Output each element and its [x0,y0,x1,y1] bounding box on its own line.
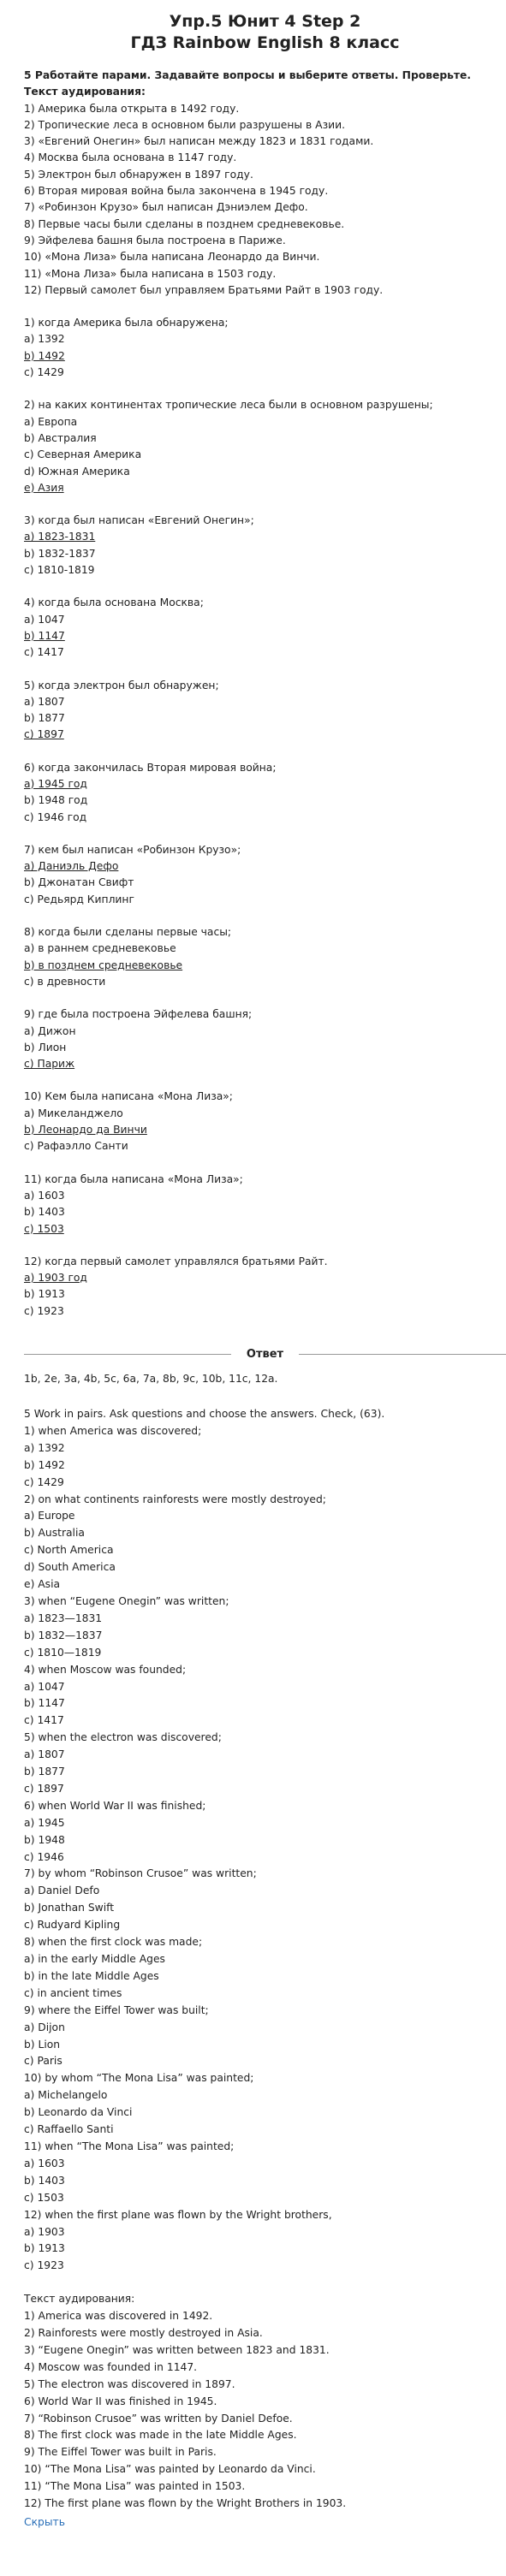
option-line: c) 1417 [24,646,64,659]
option-line-correct: a) 1945 год [24,777,87,790]
question-line: 12) когда первый самолет управлялся братьями Райт. [24,1255,328,1267]
option-line: a) 1047 [24,613,65,626]
question-line: 2) на каких континентах тропические леса были в основном разрушены; [24,399,433,412]
option-line: d) Южная Америка [24,465,130,478]
option-line: b) 1832-1837 [24,547,96,560]
english-line: c) in ancient times [24,1986,122,1999]
title-line-1: Упр.5 Юнит 4 Step 2 [169,12,361,31]
english-audio-label: Текст аудирования: [24,2293,135,2306]
english-line: a) 1392 [24,1441,65,1454]
statement-line: 11) «Мона Лиза» была написана в 1503 году. [24,267,277,280]
english-line: a) 1823—1831 [24,1611,103,1624]
divider [24,1354,231,1355]
english-line: c) 1810—1819 [24,1646,102,1659]
option-line-correct: c) 1503 [24,1222,64,1235]
questions-list [24,299,506,1336]
english-line: 7) by whom “Robinson Crusoe” was written; [24,1867,257,1880]
option-line: b) Лион [24,1041,67,1054]
question-line: 8) когда были сделаны первые часы; [24,926,232,939]
english-audio-line: 6) World War II was finished in 1945. [24,2395,217,2407]
page-title [24,0,506,54]
english-audio-line: 1) America was discovered in 1492. [24,2310,213,2323]
english-line: b) 1403 [24,2174,65,2187]
english-line: a) Michelangelo [24,2089,108,2102]
option-line: c) Рафаэлло Санти [24,1140,128,1153]
statement-line: 5) Электрон был обнаружен в 1897 году. [24,168,253,181]
option-line: a) 1392 [24,333,65,346]
english-line: 2) on what continents rainforests were mostly destroyed; [24,1493,326,1505]
option-line: c) 1923 [24,1304,64,1317]
option-line: c) 1429 [24,366,64,379]
english-line: b) 1492 [24,1458,65,1471]
english-line: 12) when the first plane was flown by the Wright brothers, [24,2208,332,2221]
english-audio-line: 12) The first plane was flown by the Wright Brothers in 1903. [24,2497,347,2510]
english-line: a) 1807 [24,1748,65,1761]
audio-label: Текст аудирования: [24,86,146,98]
english-audio-line: 10) “The Mona Lisa” was painted by Leonardo da Vinci. [24,2463,316,2476]
english-block [24,1406,506,2513]
english-line: b) 1832—1837 [24,1629,103,1641]
english-line: a) Dijon [24,2021,65,2033]
option-line-correct: b) 1492 [24,349,65,362]
question-line: 11) когда была написана «Мона Лиза»; [24,1172,243,1185]
option-line: a) Микеланджело [24,1107,123,1119]
english-line: 1) when America was discovered; [24,1424,202,1437]
english-line: b) 1877 [24,1766,65,1778]
option-line-correct: b) 1147 [24,629,65,642]
option-line-correct: e) Азия [24,481,64,494]
statement-line: 2) Тропические леса в основном были разрушены в Азии. [24,118,346,131]
question-line: 9) где была построена Эйфелева башня; [24,1008,253,1021]
english-line: 8) when the first clock was made; [24,1936,203,1949]
english-audio-line: 8) The first clock was made in the late Middle Ages. [24,2429,297,2442]
english-line: b) 1913 [24,2242,65,2255]
english-line: a) 1047 [24,1680,65,1693]
english-line: b) Lion [24,2038,61,2051]
english-line: e) Asia [24,1578,61,1591]
question-line: 10) Кем была написана «Мона Лиза»; [24,1090,233,1103]
divider [299,1354,506,1355]
english-line: a) 1903 [24,2225,65,2238]
option-line-correct: a) Даниэль Дефо [24,860,119,873]
statement-line: 1) Америка была открыта в 1492 году. [24,102,240,115]
statement-line: 12) Первый самолет был управляем Братьями Райт в 1903 году. [24,283,384,296]
option-line: c) в древности [24,975,106,988]
english-audio-line: 5) The electron was discovered in 1897. [24,2377,235,2390]
statement-line: 4) Москва была основана в 1147 году. [24,151,237,164]
english-line: b) Jonathan Swift [24,1902,115,1914]
question-line: 4) когда была основана Москва; [24,597,204,609]
english-line: a) Europe [24,1510,75,1522]
option-line: c) Северная Америка [24,448,142,461]
english-audio-line: 11) “The Mona Lisa” was painted in 1503. [24,2480,246,2493]
english-audio-line: 7) “Robinson Crusoe” was written by Daniel Defoe. [24,2412,293,2425]
english-line: a) in the early Middle Ages [24,1953,165,1965]
english-line: b) in the late Middle Ages [24,1969,159,1982]
english-lines [24,1406,506,2275]
hide-link[interactable]: Скрыть [24,2516,65,2528]
statement-line: 8) Первые часы были сделаны в позднем средневековье. [24,217,345,230]
option-line: a) 1603 [24,1189,65,1202]
english-audio-line: 2) Rainforests were mostly destroyed in Asia. [24,2327,263,2340]
statement-line: 3) «Евгений Онегин» был написан между 1823 и 1831 годами. [24,135,374,148]
english-line: c) 1417 [24,1714,64,1727]
option-line: c) 1946 год [24,810,87,823]
task-instruction: 5 Работайте парами. Задавайте вопросы и выберите ответы. Проверьте. [24,69,472,81]
english-line: 3) when “Eugene Onegin” was written; [24,1594,229,1607]
option-line-correct: a) 1823-1831 [24,531,96,543]
english-line: c) 1897 [24,1782,64,1795]
question-line: 7) кем был написан «Робинзон Крузо»; [24,843,241,856]
option-line: a) Дижон [24,1024,76,1037]
english-audio-line: 4) Moscow was founded in 1147. [24,2360,198,2373]
english-line: a) 1603 [24,2157,65,2169]
english-line: a) Daniel Defo [24,1885,100,1897]
option-line: a) в раннем средневековье [24,942,176,955]
english-line: 5) when the electron was discovered; [24,1731,222,1744]
english-line: b) Leonardo da Vinci [24,2106,133,2119]
option-line: b) 1948 год [24,794,88,807]
english-audio-line: 9) The Eiffel Tower was built in Paris. [24,2446,217,2459]
english-line: b) 1948 [24,1833,65,1846]
english-line: c) Rudyard Kipling [24,1919,121,1932]
question-line: 5) когда электрон был обнаружен; [24,679,219,691]
option-line: a) Европа [24,415,78,428]
statement-line: 10) «Мона Лиза» была написана Леонардо да Винчи. [24,251,320,264]
english-line: c) 1946 [24,1850,64,1863]
english-line: 11) when “The Mona Lisa” was painted; [24,2140,235,2152]
question-line: 3) когда был написан «Евгений Онегин»; [24,514,254,527]
option-line: b) Джонатан Свифт [24,876,134,889]
english-line: 4) when Moscow was founded; [24,1663,187,1676]
statements-list [24,101,506,300]
option-line-correct: b) Леонардо да Винчи [24,1124,147,1137]
english-line: d) South America [24,1561,116,1574]
english-line: c) 1429 [24,1475,64,1488]
answer-key: 1b, 2e, 3a, 4b, 5c, 6a, 7a, 8b, 9c, 10b, 11c, 12a. [24,1373,278,1385]
statement-line: 9) Эйфелева башня была построена в Париже. [24,234,286,246]
english-line: b) Australia [24,1527,85,1540]
option-line: c) Редьярд Киплинг [24,893,134,905]
statement-line: 7) «Робинзон Крузо» был написан Дэниэлем Дефо. [24,201,308,214]
option-line: b) 1913 [24,1288,65,1301]
question-line: 1) когда Америка была обнаружена; [24,317,229,329]
english-line: 10) by whom “The Mona Lisa” was painted; [24,2072,254,2085]
english-line: c) 1923 [24,2259,64,2272]
option-line: b) 1403 [24,1206,65,1219]
option-line: c) 1810-1819 [24,564,95,577]
english-line: c) 1503 [24,2191,64,2204]
option-line-correct: a) 1903 год [24,1272,87,1285]
english-line: 6) when World War II was finished; [24,1799,206,1812]
answer-label: Ответ [246,1348,284,1361]
english-line: c) North America [24,1544,114,1557]
answer-heading [24,1348,506,1361]
option-line-correct: c) 1897 [24,728,64,741]
task-block [24,68,506,1336]
english-line: 5 Work in pairs. Ask questions and choose the answers. Check, (63). [24,1408,385,1420]
option-line: b) 1877 [24,712,65,725]
english-audio-lines [24,2308,506,2513]
option-line: a) 1807 [24,695,65,708]
title-line-2: ГДЗ Rainbow English 8 класс [130,33,400,52]
option-line-correct: c) Париж [24,1058,75,1071]
question-line: 6) когда закончилась Вторая мировая война; [24,761,277,774]
english-line: c) Raffaello Santi [24,2123,114,2136]
option-line-correct: b) в позднем средневековье [24,959,183,971]
english-line: c) Paris [24,2055,63,2068]
english-line: 9) where the Eiffel Tower was built; [24,2003,209,2016]
english-audio-line: 3) “Eugene Onegin” was written between 1823 and 1831. [24,2343,330,2356]
option-line: b) Австралия [24,431,97,444]
english-line: b) 1147 [24,1697,65,1710]
english-line: a) 1945 [24,1816,65,1829]
statement-line: 6) Вторая мировая война была закончена в 1945 году. [24,185,329,198]
